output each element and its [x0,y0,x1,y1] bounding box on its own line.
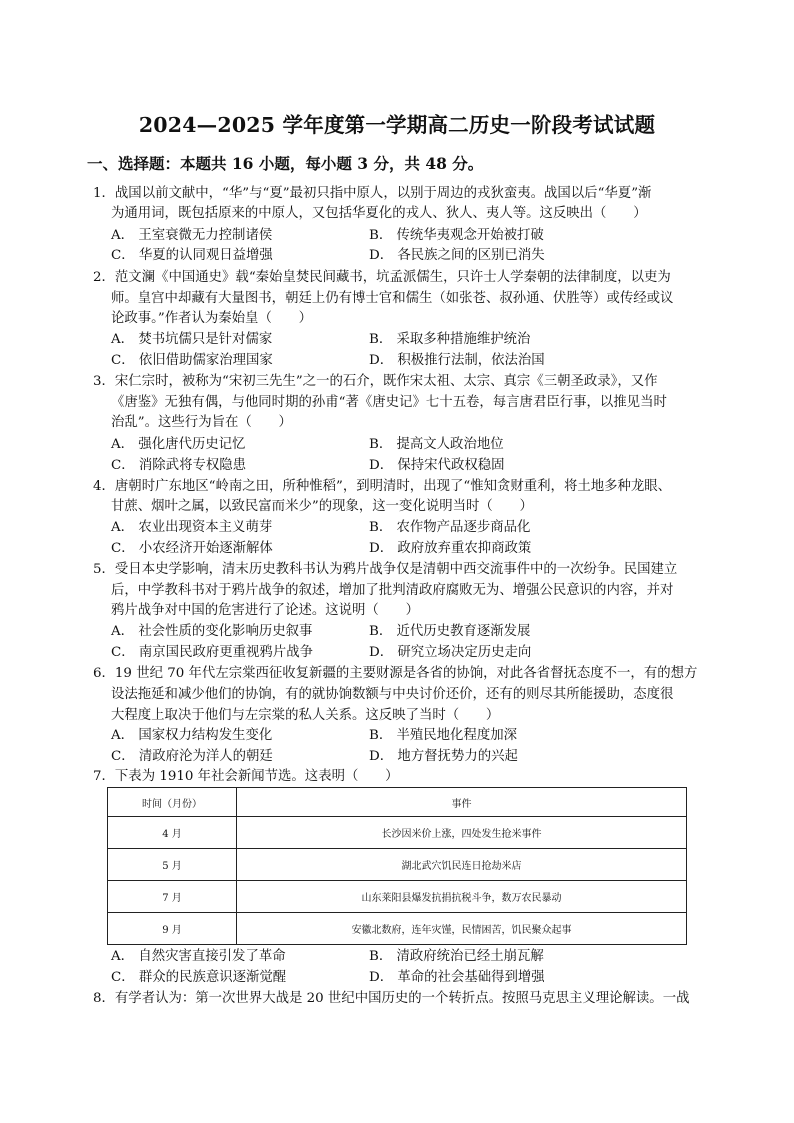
q6-option-a: A． 国家权力结构发生变化 [111,728,273,743]
q6-option-b: B． 半殖民地化程度加深 [369,728,518,743]
q7-option-a: A． 自然灾害直接引发了革命 [111,949,286,964]
q4-option-c: C． 小农经济开始逐渐解体 [111,541,273,556]
q5-option-b: B． 近代历史教育逐渐发展 [369,624,531,639]
news-table [107,787,687,945]
table-cell-event: 湖北武穴饥民连日抢劫米店 [237,849,687,881]
question-6-line-2: 设法拖延和减少他们的协饷，有的就协饷数额与中央讨价还价，还有的则尽其所能援助，态度很 [111,687,674,702]
q3-option-c: C． 消除武将专权隐患 [111,458,247,473]
q6-option-d: D． 地方督抚势力的兴起 [369,749,518,764]
q5-option-c: C． 南京国民政府更重视鸦片战争 [111,645,313,660]
q4-option-d: D． 政府放弃重农抑商政策 [369,541,532,556]
q2-option-a: A． 焚书坑儒只是针对儒家 [111,332,273,347]
table-header-event: 事件 [237,788,687,817]
table-cell-event: 山东莱阳县爆发抗捐抗税斗争，数万农民暴动 [237,881,687,913]
question-5-line-1: 5．受日本史学影响，清末历史教科书认为鸦片战争仅是清朝中西交流事件中的一次纷争。民国建立 [93,562,678,577]
table-cell-month: 9 月 [108,913,237,945]
q6-option-c: C． 清政府沦为洋人的朝廷 [111,749,273,764]
table-header-month: 时间（月份） [108,788,237,817]
question-4-line-2: 甘蔗、烟叶之属，以致民富而米少”的现象，这一变化说明当时（ ） [111,499,533,514]
table-cell-month: 5 月 [108,849,237,881]
q7-option-d: D． 革命的社会基础得到增强 [369,970,545,985]
question-1-line-1: 1．战国以前文献中，“华”与“夏”最初只指中原人，以别于周边的戎狄蛮夷。战国以后“华夏”渐 [93,186,652,201]
q1-option-a: A． 王室衰微无力控制诸侯 [111,228,273,243]
question-8-line-1: 8．有学者认为：第一次世界大战是 20 世纪中国历史的一个转折点。按照马克思主义理论解读。一战 [93,991,690,1006]
table-row [108,817,687,849]
table-row [108,881,687,913]
question-3-line-1: 3．宋仁宗时，被称为“宋初三先生”之一的石介，既作宋太祖、太宗、真宗《三朝圣政录》，又作 [93,374,658,389]
exam-title: 2024—2025 学年度第一学期高二历史一阶段考试试题 [138,113,656,137]
table-cell-month: 4 月 [108,817,237,849]
q1-option-c: C． 华夏的认同观日益增强 [111,248,273,263]
q1-option-b: B． 传统华夷观念开始被打破 [369,228,544,243]
question-1-line-2: 为通用词，既包括原来的中原人，又包括华夏化的戎人、狄人、夷人等。这反映出（ ） [111,206,647,221]
table-row [108,849,687,881]
q3-option-b: B． 提高文人政治地位 [369,437,504,452]
q4-option-b: B． 农作物产品逐步商品化 [369,520,531,535]
q2-option-c: C． 依旧借助儒家治理国家 [111,353,273,368]
question-2-line-1: 2．范文澜《中国通史》载“秦始皇焚民间藏书，坑孟派儒生，只许士人学秦朝的法律制度，以吏为 [93,270,671,285]
question-2-line-2: 师。皇宫中却藏有大量图书，朝廷上仍有博士官和儒生（如张苍、叔孙通、伏胜等）或传经或议 [111,291,674,306]
question-5-line-2: 后，中学教科书对于鸦片战争的叙述，增加了批判清政府腐败无为、增强公民意识的内容，并对 [111,583,674,598]
table-cell-event: 安徽北数府，连年灾馑，民情困苦，饥民聚众起事 [237,913,687,945]
question-3-line-3: 治乱”。这些行为旨在（ ） [111,415,292,430]
question-4-line-1: 4．唐朝时广东地区“岭南之田，所种惟稻”，到明清时，出现了“惟知贪财重利，将土地多种龙眼、 [93,479,672,494]
section-heading: 一、选择题：本题共 16 小题，每小题 3 分，共 48 分。 [87,154,484,173]
q2-option-d: D． 积极推行法制，依法治国 [369,353,545,368]
question-2-line-3: 论政事。”作者认为秦始皇（ ） [111,311,313,326]
question-6-line-3: 大程度上取决于他们与左宗棠的私人关系。这反映了当时（ ） [111,708,500,723]
q7-option-c: C． 群众的民族意识逐渐觉醒 [111,970,287,985]
table-cell-month: 7 月 [108,881,237,913]
table-cell-event: 长沙因米价上涨，四处发生抢米事件 [237,817,687,849]
q7-option-b: B． 清政府统治已经土崩瓦解 [369,949,544,964]
q3-option-a: A． 强化唐代历史记忆 [111,437,246,452]
q3-option-d: D． 保持宋代政权稳固 [369,458,505,473]
q5-option-a: A． 社会性质的变化影响历史叙事 [111,624,313,639]
table-row [108,913,687,945]
q1-option-d: D． 各民族之间的区别已消失 [369,248,545,263]
q2-option-b: B． 采取多种措施维护统治 [369,332,531,347]
table-header-row [108,788,687,817]
question-7-line-1: 7．下表为 1910 年社会新闻节选。这表明（ ） [93,769,399,784]
question-6-line-1: 6．19 世纪 70 年代左宗棠西征收复新疆的主要财源是各省的协饷，对此各省督抚态度不一，有的想方 [93,666,698,681]
question-5-line-3: 鸦片战争对中国的危害进行了论述。这说明（ ） [111,603,419,618]
q5-option-d: D． 研究立场决定历史走向 [369,645,532,660]
q4-option-a: A． 农业出现资本主义萌芽 [111,520,273,535]
question-3-line-2: 《唐鉴》无独有偶，与他同时期的孙甫“著《唐史记》七十五卷，每言唐君臣行事，以推见当时 [111,395,667,410]
